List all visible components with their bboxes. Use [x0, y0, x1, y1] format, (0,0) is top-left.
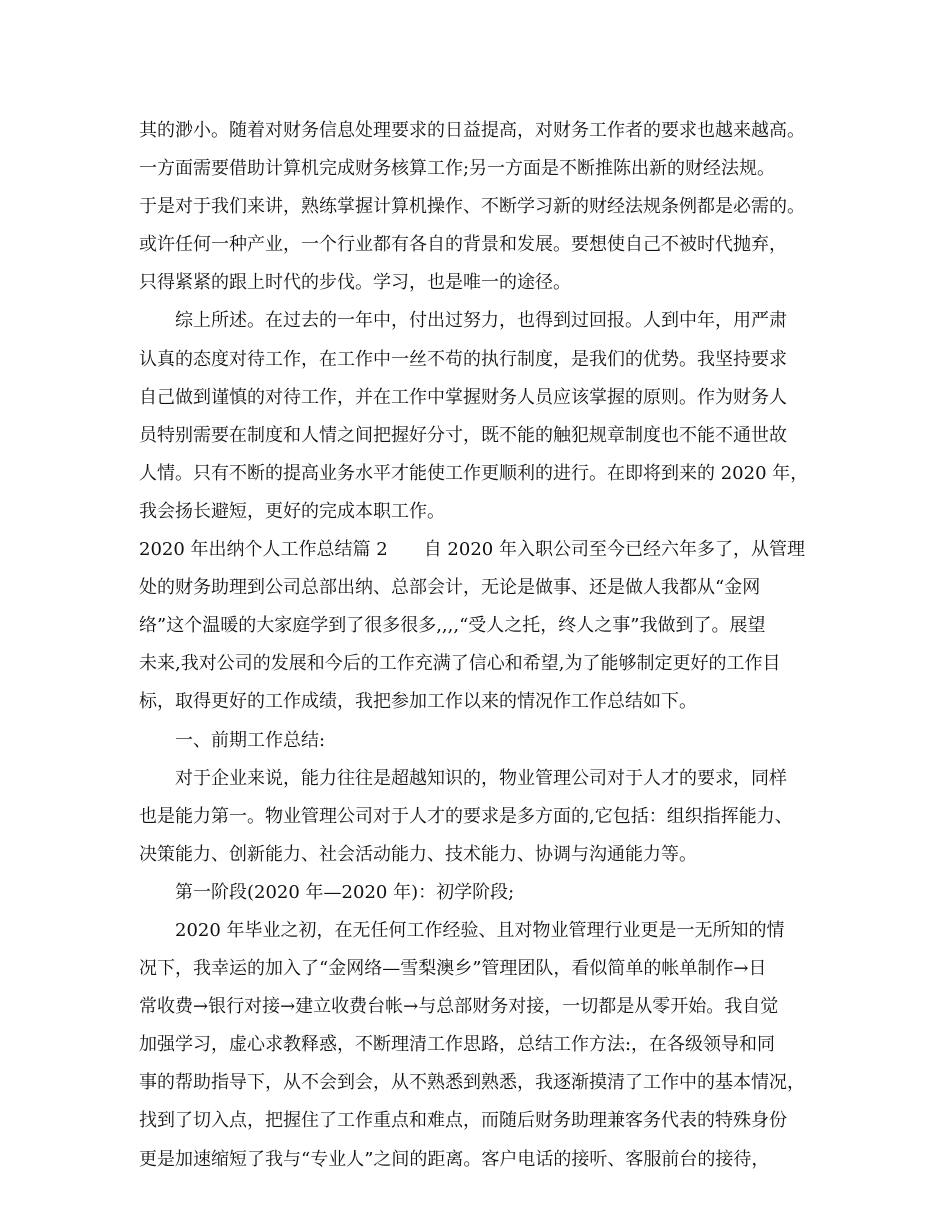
text-line: 事的帮助指导下，从不会到会，从不熟悉到熟悉，我逐渐摸清了工作中的基本情况， — [139, 1072, 805, 1094]
text-line: 对于企业来说，能力往往是超越知识的，物业管理公司对于人才的要求，同样 — [175, 767, 787, 789]
stage-heading-line: 第一阶段(2020 年—2020 年)：初学阶段; — [175, 881, 515, 903]
text-line: 更是加速缩短了我与“专业人”之间的距离。客户电话的接听、客服前台的接待， — [139, 1148, 770, 1170]
text-line: 只得紧紧的跟上时代的步伐。学习，也是唯一的途径。 — [139, 272, 571, 294]
text-line: 自己做到谨慎的对待工作，并在工作中掌握财务人员应该掌握的原则。作为财务人 — [139, 386, 787, 408]
text-line: 处的财务助理到公司总部出纳、总部会计，无论是做事、还是做人我都从“金网 — [139, 577, 761, 599]
text-line: 员特别需要在制度和人情之间把握好分寸，既不能的触犯规章制度也不能不通世故 — [139, 424, 787, 446]
text-line: 加强学习，虚心求教释惑，不断理清工作思路，总结工作方法:，在各级领导和同 — [139, 1034, 776, 1056]
text-line: 我会扬长避短，更好的完成本职工作。 — [139, 500, 445, 522]
text-line: 未来,我对公司的发展和今后的工作充满了信心和希望,为了能够制定更好的工作目 — [139, 653, 781, 675]
text-line: 认真的态度对待工作，在工作中一丝不苟的执行制度，是我们的优势。我坚持要求 — [139, 348, 787, 370]
text-line: 络”这个温暖的大家庭学到了很多很多,,,,“受人之托，终人之事”我做到了。展望 — [139, 615, 766, 637]
document-body — [139, 112, 829, 1179]
text-line: 常收费→银行对接→建立收费台帐→与总部财务对接，一切都是从零开始。我自觉 — [139, 996, 779, 1018]
text-line: 找到了切入点，把握住了工作重点和难点，而随后财务助理兼客务代表的特殊身份 — [139, 1110, 787, 1132]
text-line: 决策能力、创新能力、社会活动能力、技术能力、协调与沟通能力等。 — [139, 843, 697, 865]
text-line: 于是对于我们来讲，熟练掌握计算机操作、不断学习新的财经法规条例都是必需的。 — [139, 196, 805, 218]
text-line: 2020 年毕业之初，在无任何工作经验、且对物业管理行业更是一无所知的情 — [175, 919, 785, 941]
section-heading-line: 2020 年出纳个人工作总结篇 2 自 2020 年入职公司至今已经六年多了，从管理 — [139, 539, 805, 561]
subheading-line: 一、前期工作总结: — [175, 729, 326, 751]
text-line: 况下，我幸运的加入了“金网络—雪梨澳乡”管理团队，看似简单的帐单制作→日 — [139, 958, 767, 980]
text-line: 一方面需要借助计算机完成财务核算工作;另一方面是不断推陈出新的财经法规。 — [139, 158, 776, 180]
text-line: 或许任何一种产业，一个行业都有各自的背景和发展。要想使自己不被时代抛弃， — [139, 234, 787, 256]
text-line: 人情。只有不断的提高业务水平才能使工作更顺利的进行。在即将到来的 2020 年， — [139, 462, 809, 484]
text-line: 其的渺小。随着对财务信息处理要求的日益提高，对财务工作者的要求也越来越高。 — [139, 120, 805, 141]
text-line: 综上所述。在过去的一年中，付出过努力，也得到过回报。人到中年，用严肃 — [175, 310, 787, 332]
text-line: 也是能力第一。物业管理公司对于人才的要求是多方面的,它包括：组织指挥能力、 — [139, 805, 793, 827]
text-line: 标，取得更好的工作成绩，我把参加工作以来的情况作工作总结如下。 — [139, 691, 697, 713]
